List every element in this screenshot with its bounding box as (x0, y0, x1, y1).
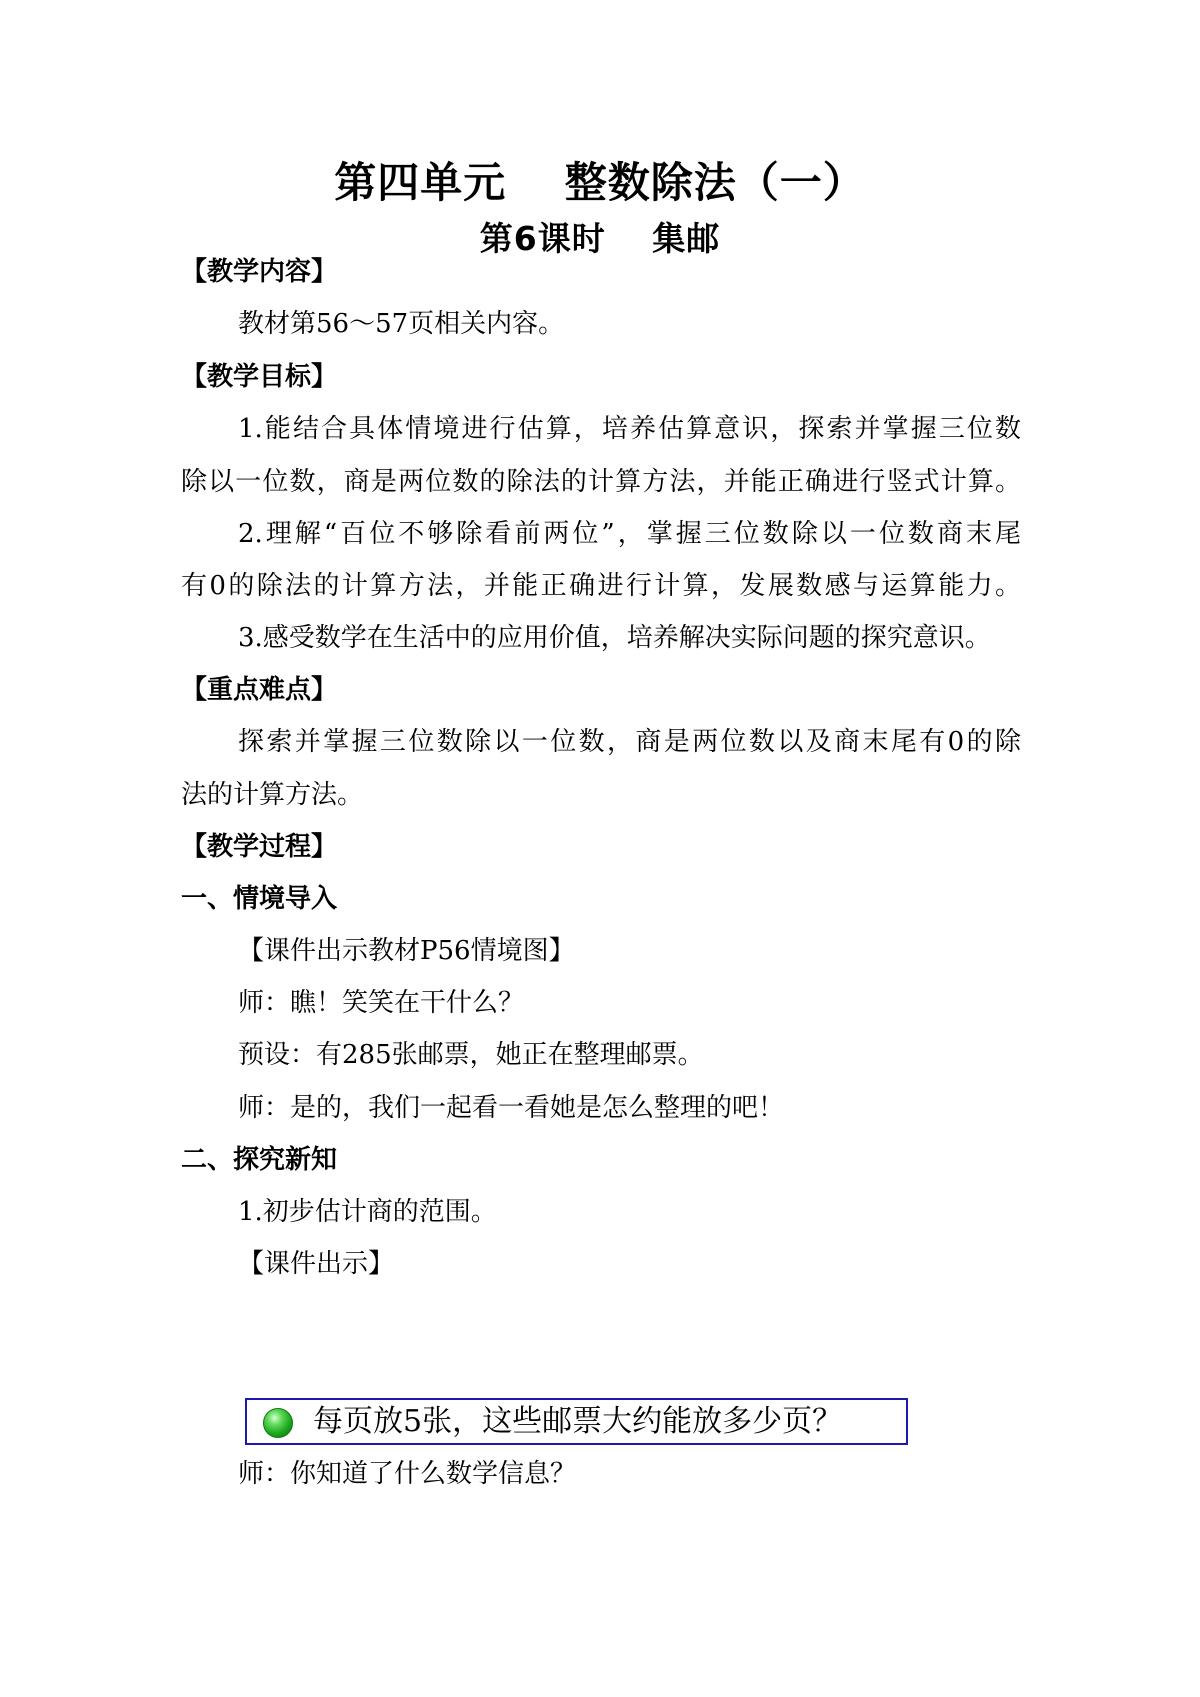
part-1-heading: 一、情境导入 (181, 884, 338, 914)
goal-1-line-2: 除以一位数，商是两位数的除法的计算方法，并能正确进行竖式计算。 (181, 467, 1021, 497)
part-1-line-1: 【课件出示教材P56情境图】 (238, 936, 575, 966)
teaching-goals-heading: 【教学目标】 (181, 362, 338, 392)
part-2-line-1: 1.初步估计商的范围。 (238, 1197, 497, 1227)
part-1-line-4: 师：是的，我们一起看一看她是怎么整理的吧！ (238, 1093, 785, 1123)
goal-3: 3.感受数学在生活中的应用价值，培养解决实际问题的探究意识。 (238, 623, 991, 653)
courseware-callout-box (245, 1398, 908, 1445)
goal-1-line-1: 1.能结合具体情境进行估算，培养估算意识，探索并掌握三位数 (238, 414, 1021, 444)
part-1-line-3: 预设：有285张邮票，她正在整理邮票。 (238, 1040, 704, 1070)
part-2-line-2: 【课件出示】 (238, 1249, 395, 1279)
teaching-content-text: 教材第56～57页相关内容。 (238, 309, 565, 339)
green-ball-icon (263, 1408, 293, 1438)
part-1-line-2: 师：瞧！笑笑在干什么？ (238, 988, 525, 1018)
key-points-line-2: 法的计算方法。 (181, 780, 364, 810)
part-2-line-3: 师：你知道了什么数学信息？ (238, 1459, 577, 1489)
lesson-title: 第6课时 集邮 (479, 219, 721, 258)
key-points-line-1: 探索并掌握三位数除以一位数，商是两位数以及商末尾有0的除 (238, 727, 1021, 757)
goal-2-line-2: 有0的除法的计算方法，并能正确进行计算，发展数感与运算能力。 (181, 571, 1021, 601)
callout-question: 每页放5张，这些邮票大约能放多少页？ (313, 1404, 843, 1439)
key-points-heading: 【重点难点】 (181, 675, 338, 705)
teaching-content-heading: 【教学内容】 (181, 257, 338, 287)
goal-2-line-1: 2.理解“百位不够除看前两位”，掌握三位数除以一位数商末尾 (238, 519, 1021, 549)
unit-title: 第四单元 整数除法（一） (334, 158, 866, 207)
teaching-process-heading: 【教学过程】 (181, 832, 338, 862)
part-2-heading: 二、探究新知 (181, 1145, 338, 1175)
